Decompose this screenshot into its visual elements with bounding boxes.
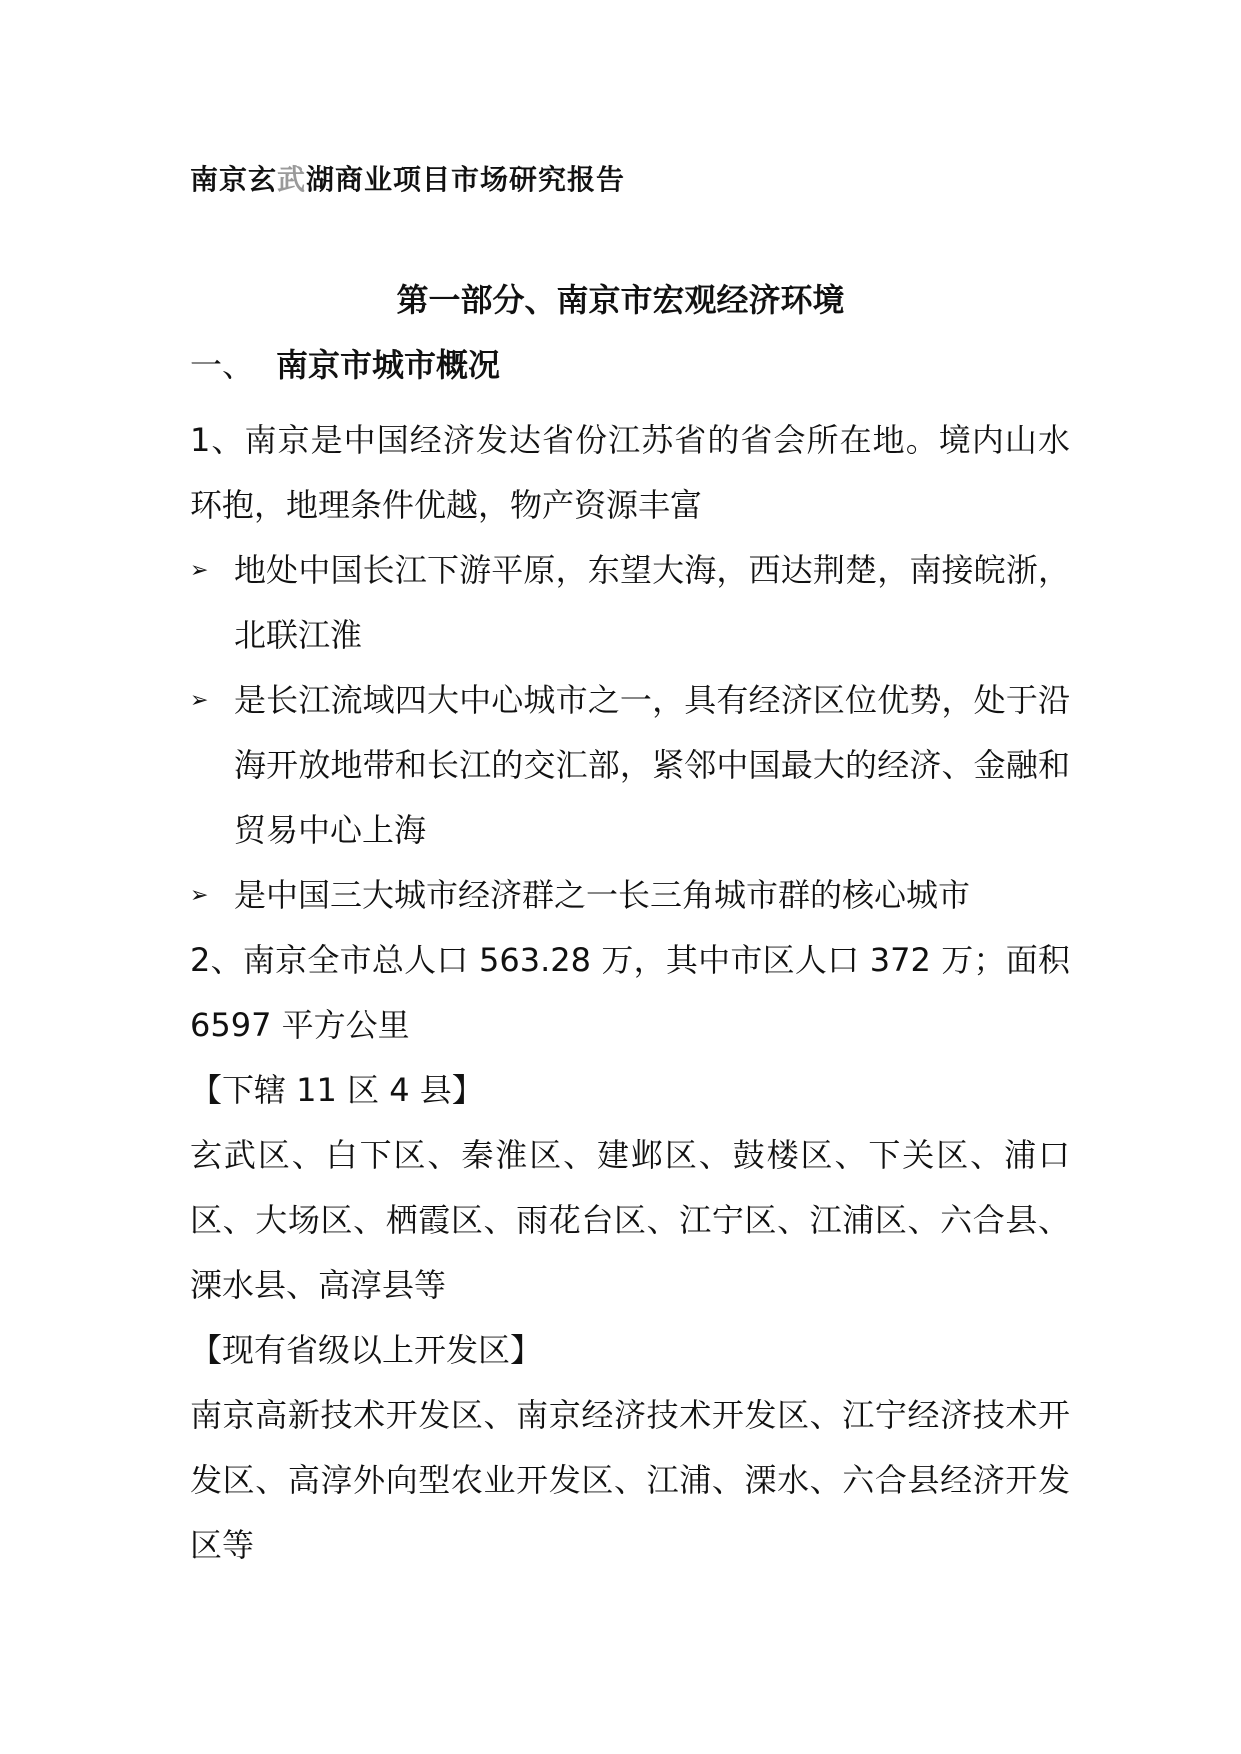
- bullet-text: 是长江流域四大中心城市之一，具有经济区位优势，处于沿海开放地带和长江的交汇部，紧邻中国最大的经济、金融和贸易中心上海: [234, 681, 1070, 849]
- bullet-item: [190, 668, 1070, 863]
- arrow-bullet-icon: ➢: [190, 558, 209, 583]
- zones-list: 南京高新技术开发区、南京经济技术开发区、江宁经济技术开发区、高淳外向型农业开发区、江浦、溧水、六合县经济开发区等: [190, 1396, 1070, 1564]
- zones-header: 【现有省级以上开发区】: [190, 1331, 543, 1369]
- subsection-title: 南京市城市概况: [276, 346, 501, 384]
- subsection-number: 一、: [190, 346, 255, 384]
- bullet-item: [190, 863, 1070, 928]
- title-suffix: 湖商业项目市场研究报告: [306, 163, 626, 196]
- arrow-bullet-icon: ➢: [190, 883, 209, 908]
- bullet-text: 是中国三大城市经济群之一长三角城市群的核心城市: [234, 876, 971, 914]
- document-title: [190, 160, 625, 200]
- districts-list: 玄武区、白下区、秦淮区、建邺区、鼓楼区、下关区、浦口区、大场区、栖霞区、雨花台区、江宁区、江浦区、六合县、溧水县、高淳县等: [190, 1136, 1070, 1304]
- paragraph-population: 2、南京全市总人口 563.28 万，其中市区人口 372 万；面积 6597 平方公里: [190, 941, 1070, 1044]
- title-highlight: 武: [277, 163, 307, 196]
- subsection-heading: [190, 343, 500, 387]
- districts-header: 【下辖 11 区 4 县】: [190, 1071, 484, 1109]
- title-prefix: 南京玄: [190, 163, 278, 196]
- bullet-text: 地处中国长江下游平原，东望大海，西达荆楚，南接皖浙，北联江淮: [234, 551, 1070, 654]
- paragraph-overview: 1、南京是中国经济发达省份江苏省的省会所在地。境内山水环抱，地理条件优越，物产资源丰富: [190, 421, 1070, 524]
- bullet-item: [190, 538, 1070, 668]
- document-body: [190, 408, 1070, 1578]
- arrow-bullet-icon: ➢: [190, 688, 209, 713]
- section-title: 第一部分、南京市宏观经济环境: [396, 281, 845, 319]
